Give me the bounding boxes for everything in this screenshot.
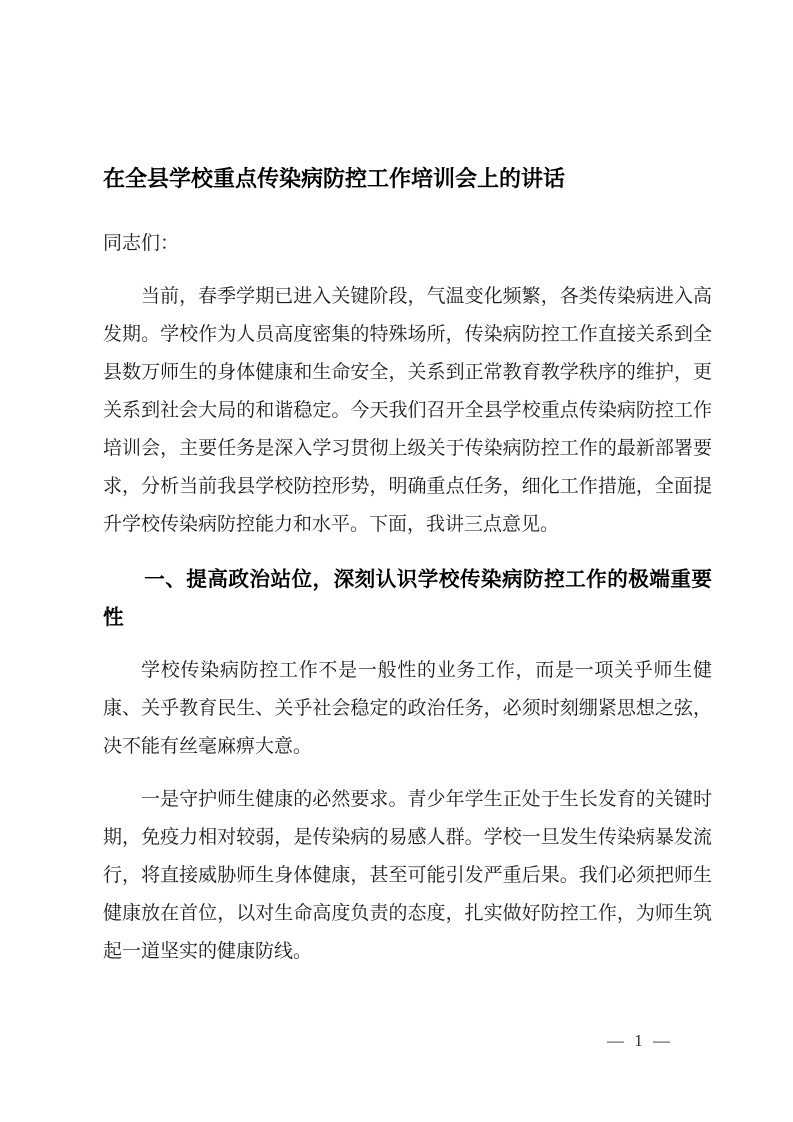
paragraph-opening: 当前，春季学期已进入关键阶段，气温变化频繁，各类传染病进入高发期。学校作为人员高度密集的特殊场所，传染病防控工作直接关系到全县数万师生的身体健康和生命安全，关系到正常教育教学秩序的维护，更关系到社会大局的和谐稳定。今天我们召开全县学校重点传染病防控工作培训会，主要任务是深入学习贯彻上级关于传染病防控工作的最新部署要求，分析当前我县学校防控形势，明确重点任务，细化工作措施，全面提升学校传染病防控能力和水平。下面，我讲三点意见。 bbox=[103, 286, 712, 535]
document-content bbox=[103, 0, 712, 971]
salutation: 同志们： bbox=[103, 233, 180, 254]
section1-paragraph-2: 一是守护师生健康的必然要求。青少年学生正处于生长发育的关键时期，免疫力相对较弱，是传染病的易感人群。学校一旦发生传染病暴发流行，将直接威胁师生身体健康，甚至可能引发严重后果。我们必须把师生健康放在首位，以对生命高度负责的态度，扎实做好防控工作，为师生筑起一道坚实的健康防线。 bbox=[103, 789, 712, 962]
section1-paragraph-1: 学校传染病防控工作不是一般性的业务工作，而是一项关乎师生健康、关乎教育民生、关乎社会稳定的政治任务，必须时刻绷紧思想之弦，决不能有丝毫麻痹大意。 bbox=[103, 660, 712, 757]
page-number: — 1 — bbox=[607, 1031, 670, 1050]
document-title: 在全县学校重点传染病防控工作培训会上的讲话 bbox=[103, 166, 566, 191]
section-heading-1: 一、提高政治站位，深刻认识学校传染病防控工作的极端重要性 bbox=[103, 568, 712, 629]
